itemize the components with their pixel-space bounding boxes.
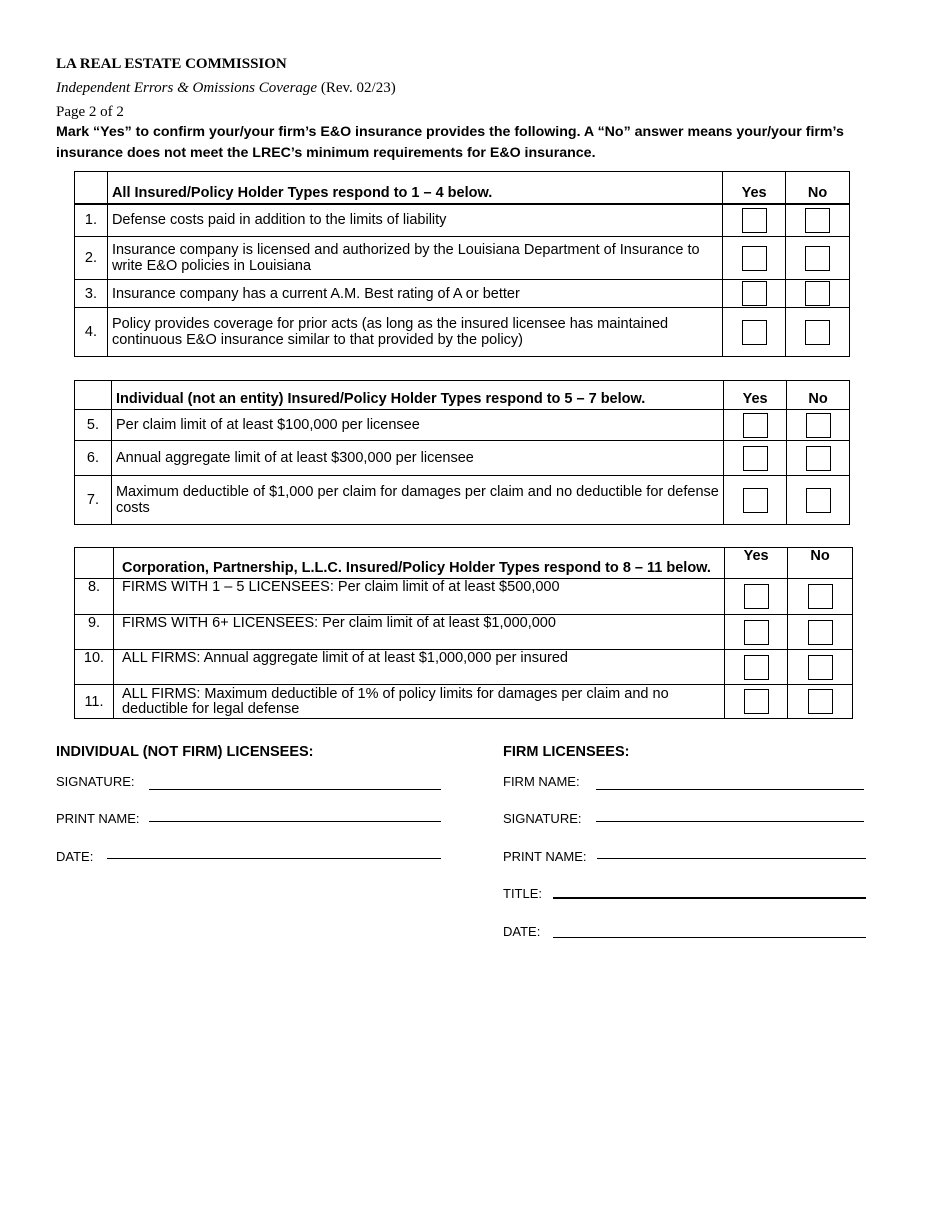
section3-title: Corporation, Partnership, L.L.C. Insured/Policy Holder Types respond to 8 – 11 below. [113, 548, 724, 579]
row-text: Insurance company has a current A.M. Best rating of A or better [107, 280, 722, 308]
row-number: 7. [75, 476, 112, 525]
row-number: 5. [75, 410, 112, 441]
row-number: 9. [75, 615, 114, 650]
row-text: FIRMS WITH 6+ LICENSEES: Per claim limit of at least $1,000,000 [113, 615, 724, 650]
table-row [75, 204, 850, 237]
section1-table [74, 171, 850, 357]
row-text: Defense costs paid in addition to the limits of liability [107, 204, 722, 237]
no-checkbox-5[interactable] [806, 413, 831, 438]
table-row [75, 476, 850, 525]
no-checkbox-6[interactable] [806, 446, 831, 471]
individual-heading: INDIVIDUAL (NOT FIRM) LICENSEES: [56, 744, 314, 760]
individual-date-field[interactable] [107, 858, 441, 859]
header-blank [75, 548, 114, 579]
section2-table [74, 380, 850, 525]
section2-title: Individual (not an entity) Insured/Policy Holder Types respond to 5 – 7 below. [111, 381, 723, 410]
yes-checkbox-3[interactable] [742, 281, 767, 306]
individual-signature-field[interactable] [149, 789, 441, 790]
individual-date-label: DATE: [56, 849, 94, 864]
yes-checkbox-6[interactable] [743, 446, 768, 471]
row-number: 4. [75, 308, 108, 357]
section1-title: All Insured/Policy Holder Types respond to 1 – 4 below. [107, 172, 722, 204]
row-text: Maximum deductible of $1,000 per claim for damages per claim and no deductible for defense costs [111, 476, 723, 525]
firm-signature-field[interactable] [596, 821, 864, 822]
row-text: ALL FIRMS: Maximum deductible of 1% of policy limits for damages per claim and no deductible for legal defense [113, 685, 724, 719]
row-number: 11. [75, 685, 114, 719]
yes-checkbox-2[interactable] [742, 246, 767, 271]
commission-name: LA REAL ESTATE COMMISSION [56, 56, 287, 72]
firm-name-field[interactable] [596, 789, 864, 790]
yes-column-header: Yes [725, 548, 788, 579]
firm-heading: FIRM LICENSEES: [503, 744, 630, 760]
row-text: Policy provides coverage for prior acts (as long as the insured licensee has maintained continuous E&O insurance similar to that provided by the policy) [107, 308, 722, 357]
firm-date-label: DATE: [503, 924, 541, 939]
no-checkbox-1[interactable] [805, 208, 830, 233]
table-row [75, 441, 850, 476]
no-column-header: No [788, 548, 853, 579]
row-number: 6. [75, 441, 112, 476]
header-blank [75, 381, 112, 410]
individual-print-name-field[interactable] [149, 821, 441, 822]
row-text: FIRMS WITH 1 – 5 LICENSEES: Per claim limit of at least $500,000 [113, 579, 724, 615]
form-revision: (Rev. 02/23) [320, 80, 396, 96]
firm-print-name-label: PRINT NAME: [503, 849, 587, 864]
yes-checkbox-8[interactable] [744, 584, 769, 609]
no-checkbox-7[interactable] [806, 488, 831, 513]
no-column-header: No [786, 172, 850, 204]
yes-column-header: Yes [723, 172, 786, 204]
section3-table [74, 547, 853, 719]
table-row [75, 579, 853, 615]
page-number: Page 2 of 2 [56, 104, 124, 120]
no-checkbox-10[interactable] [808, 655, 833, 680]
firm-date-field[interactable] [553, 937, 866, 938]
row-number: 8. [75, 579, 114, 615]
table-row [75, 280, 850, 308]
row-number: 3. [75, 280, 108, 308]
firm-title-field[interactable] [553, 897, 866, 899]
form-title: Independent Errors & Omissions Coverage [56, 80, 318, 96]
table-row [75, 308, 850, 357]
table-row [75, 685, 853, 719]
table-row [75, 650, 853, 685]
firm-title-label: TITLE: [503, 886, 543, 901]
firm-signature-label: SIGNATURE: [503, 811, 582, 826]
row-text: Per claim limit of at least $100,000 per licensee [111, 410, 723, 441]
yes-checkbox-4[interactable] [742, 320, 767, 345]
form-subtitle [56, 80, 396, 97]
yes-checkbox-10[interactable] [744, 655, 769, 680]
row-text: Annual aggregate limit of at least $300,000 per licensee [111, 441, 723, 476]
firm-print-name-field[interactable] [597, 858, 866, 859]
table-row [75, 615, 853, 650]
yes-column-header: Yes [724, 381, 787, 410]
no-checkbox-8[interactable] [808, 584, 833, 609]
yes-checkbox-7[interactable] [743, 488, 768, 513]
yes-checkbox-1[interactable] [742, 208, 767, 233]
no-checkbox-4[interactable] [805, 320, 830, 345]
individual-signature-label: SIGNATURE: [56, 774, 135, 789]
no-column-header: No [787, 381, 850, 410]
no-checkbox-11[interactable] [808, 689, 833, 714]
row-text: ALL FIRMS: Annual aggregate limit of at least $1,000,000 per insured [113, 650, 724, 685]
header-blank [75, 172, 108, 204]
no-checkbox-3[interactable] [805, 281, 830, 306]
row-number: 2. [75, 237, 108, 280]
yes-checkbox-5[interactable] [743, 413, 768, 438]
table-row [75, 237, 850, 280]
row-text: Insurance company is licensed and authorized by the Louisiana Department of Insurance to write E&O policies in Louisiana [107, 237, 722, 280]
yes-checkbox-11[interactable] [744, 689, 769, 714]
firm-name-label: FIRM NAME: [503, 774, 580, 789]
no-checkbox-9[interactable] [808, 620, 833, 645]
table-row [75, 410, 850, 441]
row-number: 10. [75, 650, 114, 685]
instructions: Mark “Yes” to confirm your/your firm’s E&O insurance provides the following. A “No” answer means your/your firm’s insurance does not meet the LREC’s minimum requirements for E&O insurance. [56, 124, 844, 161]
no-checkbox-2[interactable] [805, 246, 830, 271]
row-number: 1. [75, 204, 108, 237]
individual-print-name-label: PRINT NAME: [56, 811, 140, 826]
yes-checkbox-9[interactable] [744, 620, 769, 645]
